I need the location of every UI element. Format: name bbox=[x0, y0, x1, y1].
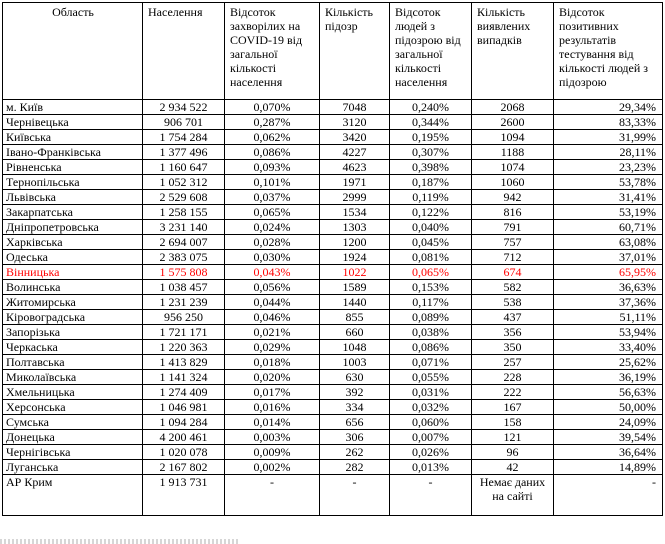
cell-percent-positive: 63,08% bbox=[554, 235, 663, 250]
table-row bbox=[3, 310, 663, 325]
cell-percent-suspected: 0,086% bbox=[390, 340, 472, 355]
cell-percent-ill: 0,086% bbox=[225, 145, 320, 160]
table-row bbox=[3, 445, 663, 460]
cell-detected-cases: Немає даних на сайті bbox=[472, 475, 554, 516]
table-row bbox=[3, 205, 663, 220]
table-wrapper bbox=[2, 2, 663, 516]
cell-population: 1 046 981 bbox=[143, 400, 225, 415]
cell-detected-cases: 712 bbox=[472, 250, 554, 265]
cell-percent-positive: 25,62% bbox=[554, 355, 663, 370]
cell-population: 956 250 bbox=[143, 310, 225, 325]
cell-region: Чернігівська bbox=[3, 445, 143, 460]
cell-percent-suspected: 0,038% bbox=[390, 325, 472, 340]
cell-region: Івано-Франківська bbox=[3, 145, 143, 160]
cell-population: 1 052 312 bbox=[143, 175, 225, 190]
cell-percent-positive: 31,99% bbox=[554, 130, 663, 145]
cell-percent-ill: 0,020% bbox=[225, 370, 320, 385]
cell-percent-positive: 37,01% bbox=[554, 250, 663, 265]
cell-population: 1 141 324 bbox=[143, 370, 225, 385]
table-row bbox=[3, 325, 663, 340]
cell-percent-ill: 0,046% bbox=[225, 310, 320, 325]
cell-suspicions: 4623 bbox=[320, 160, 390, 175]
table-row bbox=[3, 235, 663, 250]
cell-suspicions: 630 bbox=[320, 370, 390, 385]
cell-detected-cases: 791 bbox=[472, 220, 554, 235]
cell-region: Луганська bbox=[3, 460, 143, 475]
cell-region: м. Київ bbox=[3, 100, 143, 115]
cell-region: Житомирська bbox=[3, 295, 143, 310]
cell-population: 1 258 155 bbox=[143, 205, 225, 220]
cell-population: 1 274 409 bbox=[143, 385, 225, 400]
cell-percent-positive: - bbox=[554, 475, 663, 516]
cell-detected-cases: 1074 bbox=[472, 160, 554, 175]
cell-region: Кіровоградська bbox=[3, 310, 143, 325]
cell-percent-suspected: 0,060% bbox=[390, 415, 472, 430]
cell-percent-positive: 53,78% bbox=[554, 175, 663, 190]
cell-percent-suspected: 0,045% bbox=[390, 235, 472, 250]
cell-percent-ill: 0,030% bbox=[225, 250, 320, 265]
cell-region: Рівненська bbox=[3, 160, 143, 175]
cell-percent-ill: 0,070% bbox=[225, 100, 320, 115]
header-detected-cases: Кількість виявлених випадків bbox=[472, 3, 554, 100]
cell-detected-cases: 121 bbox=[472, 430, 554, 445]
cell-detected-cases: 2600 bbox=[472, 115, 554, 130]
cell-detected-cases: 437 bbox=[472, 310, 554, 325]
cell-detected-cases: 1094 bbox=[472, 130, 554, 145]
cell-percent-ill: 0,037% bbox=[225, 190, 320, 205]
cell-population: 2 383 075 bbox=[143, 250, 225, 265]
cell-percent-positive: 36,64% bbox=[554, 445, 663, 460]
cropped-text-fragment bbox=[0, 539, 240, 544]
table-row bbox=[3, 295, 663, 310]
cell-suspicions: 306 bbox=[320, 430, 390, 445]
table-row bbox=[3, 400, 663, 415]
cell-population: 1 377 496 bbox=[143, 145, 225, 160]
cell-population: 2 934 522 bbox=[143, 100, 225, 115]
cell-region: Тернопільська bbox=[3, 175, 143, 190]
cell-percent-suspected: 0,187% bbox=[390, 175, 472, 190]
cell-region: Хмельницька bbox=[3, 385, 143, 400]
cell-region: Черкаська bbox=[3, 340, 143, 355]
cell-region: Полтавська bbox=[3, 355, 143, 370]
cell-percent-ill: 0,101% bbox=[225, 175, 320, 190]
header-row bbox=[3, 3, 663, 100]
cell-percent-positive: 50,00% bbox=[554, 400, 663, 415]
cell-suspicions: 262 bbox=[320, 445, 390, 460]
cell-population: 1 413 829 bbox=[143, 355, 225, 370]
cell-percent-positive: 53,19% bbox=[554, 205, 663, 220]
table-row bbox=[3, 280, 663, 295]
table-row bbox=[3, 100, 663, 115]
cell-percent-ill: 0,009% bbox=[225, 445, 320, 460]
table-row bbox=[3, 160, 663, 175]
cell-region: Донецька bbox=[3, 430, 143, 445]
cell-suspicions: 1003 bbox=[320, 355, 390, 370]
cell-percent-suspected: 0,071% bbox=[390, 355, 472, 370]
table-body bbox=[3, 100, 663, 516]
cell-percent-suspected: 0,007% bbox=[390, 430, 472, 445]
table-row bbox=[3, 220, 663, 235]
cell-percent-ill: 0,016% bbox=[225, 400, 320, 415]
cell-region: Одеська bbox=[3, 250, 143, 265]
cell-percent-positive: 56,63% bbox=[554, 385, 663, 400]
cell-region: Сумська bbox=[3, 415, 143, 430]
table-row bbox=[3, 175, 663, 190]
cell-percent-positive: 14,89% bbox=[554, 460, 663, 475]
cell-region: Херсонська bbox=[3, 400, 143, 415]
table-row bbox=[3, 130, 663, 145]
cell-suspicions: 3420 bbox=[320, 130, 390, 145]
header-percent-ill: Відсоток захворілих на COVID-19 від загальної кількості населення bbox=[225, 3, 320, 100]
cell-detected-cases: 350 bbox=[472, 340, 554, 355]
cell-detected-cases: 356 bbox=[472, 325, 554, 340]
cell-region: АР Крим bbox=[3, 475, 143, 516]
cell-population: 1 038 457 bbox=[143, 280, 225, 295]
cell-suspicions: 1200 bbox=[320, 235, 390, 250]
cell-percent-ill: 0,003% bbox=[225, 430, 320, 445]
table-row bbox=[3, 190, 663, 205]
cell-percent-ill: 0,002% bbox=[225, 460, 320, 475]
cell-percent-ill: 0,014% bbox=[225, 415, 320, 430]
cell-suspicions: 1022 bbox=[320, 265, 390, 280]
cell-percent-ill: - bbox=[225, 475, 320, 516]
cell-percent-suspected: 0,032% bbox=[390, 400, 472, 415]
cell-suspicions: 392 bbox=[320, 385, 390, 400]
cell-region: Закарпатська bbox=[3, 205, 143, 220]
cell-detected-cases: 257 bbox=[472, 355, 554, 370]
cell-percent-positive: 31,41% bbox=[554, 190, 663, 205]
cell-suspicions: 1534 bbox=[320, 205, 390, 220]
cell-percent-ill: 0,018% bbox=[225, 355, 320, 370]
cell-region: Дніпропетровська bbox=[3, 220, 143, 235]
cell-detected-cases: 96 bbox=[472, 445, 554, 460]
header-suspicions: Кількість підозр bbox=[320, 3, 390, 100]
cell-percent-positive: 37,36% bbox=[554, 295, 663, 310]
cell-suspicions: 1971 bbox=[320, 175, 390, 190]
cell-suspicions: 1048 bbox=[320, 340, 390, 355]
cell-percent-positive: 53,94% bbox=[554, 325, 663, 340]
cell-percent-suspected: - bbox=[390, 475, 472, 516]
cell-detected-cases: 158 bbox=[472, 415, 554, 430]
cell-population: 1 160 647 bbox=[143, 160, 225, 175]
header-region: Область bbox=[3, 3, 143, 100]
cell-percent-ill: 0,021% bbox=[225, 325, 320, 340]
cell-percent-ill: 0,017% bbox=[225, 385, 320, 400]
cell-detected-cases: 42 bbox=[472, 460, 554, 475]
cell-percent-suspected: 0,195% bbox=[390, 130, 472, 145]
cell-percent-positive: 65,95% bbox=[554, 265, 663, 280]
cell-detected-cases: 167 bbox=[472, 400, 554, 415]
cell-region: Вінницька bbox=[3, 265, 143, 280]
covid-regions-table bbox=[2, 2, 663, 516]
cell-percent-suspected: 0,026% bbox=[390, 445, 472, 460]
cell-percent-ill: 0,029% bbox=[225, 340, 320, 355]
cell-population: 1 721 171 bbox=[143, 325, 225, 340]
cell-suspicions: 1440 bbox=[320, 295, 390, 310]
table-row bbox=[3, 475, 663, 516]
cell-percent-suspected: 0,119% bbox=[390, 190, 472, 205]
table-row bbox=[3, 385, 663, 400]
cell-suspicions: 7048 bbox=[320, 100, 390, 115]
cell-percent-ill: 0,093% bbox=[225, 160, 320, 175]
cell-suspicions: 3120 bbox=[320, 115, 390, 130]
cell-detected-cases: 222 bbox=[472, 385, 554, 400]
cell-suspicions: 4227 bbox=[320, 145, 390, 160]
cell-percent-ill: 0,056% bbox=[225, 280, 320, 295]
table-row bbox=[3, 460, 663, 475]
cell-percent-ill: 0,065% bbox=[225, 205, 320, 220]
cell-suspicions: 1303 bbox=[320, 220, 390, 235]
table-row bbox=[3, 340, 663, 355]
table-row bbox=[3, 415, 663, 430]
cell-percent-positive: 60,71% bbox=[554, 220, 663, 235]
cell-population: 2 167 802 bbox=[143, 460, 225, 475]
cell-suspicions: 1924 bbox=[320, 250, 390, 265]
cell-population: 1 231 239 bbox=[143, 295, 225, 310]
cell-population: 1 575 808 bbox=[143, 265, 225, 280]
cell-population: 1 913 731 bbox=[143, 475, 225, 516]
cell-region: Волинська bbox=[3, 280, 143, 295]
cell-detected-cases: 674 bbox=[472, 265, 554, 280]
cell-percent-suspected: 0,117% bbox=[390, 295, 472, 310]
cell-percent-positive: 24,09% bbox=[554, 415, 663, 430]
cell-percent-ill: 0,024% bbox=[225, 220, 320, 235]
table-row bbox=[3, 265, 663, 280]
cell-region: Чернівецька bbox=[3, 115, 143, 130]
cell-suspicions: 2999 bbox=[320, 190, 390, 205]
cell-percent-suspected: 0,089% bbox=[390, 310, 472, 325]
cell-population: 1 754 284 bbox=[143, 130, 225, 145]
cell-region: Харківська bbox=[3, 235, 143, 250]
cell-percent-positive: 39,54% bbox=[554, 430, 663, 445]
cell-detected-cases: 228 bbox=[472, 370, 554, 385]
cell-population: 906 701 bbox=[143, 115, 225, 130]
cell-percent-suspected: 0,065% bbox=[390, 265, 472, 280]
cell-population: 3 231 140 bbox=[143, 220, 225, 235]
cell-percent-suspected: 0,013% bbox=[390, 460, 472, 475]
table-row bbox=[3, 145, 663, 160]
table-row bbox=[3, 115, 663, 130]
cell-percent-positive: 33,40% bbox=[554, 340, 663, 355]
cell-suspicions: 334 bbox=[320, 400, 390, 415]
cell-percent-ill: 0,062% bbox=[225, 130, 320, 145]
cell-percent-suspected: 0,398% bbox=[390, 160, 472, 175]
cell-region: Миколаївська bbox=[3, 370, 143, 385]
cell-percent-suspected: 0,240% bbox=[390, 100, 472, 115]
cell-percent-positive: 36,63% bbox=[554, 280, 663, 295]
cell-detected-cases: 1188 bbox=[472, 145, 554, 160]
cell-population: 2 529 608 bbox=[143, 190, 225, 205]
cell-suspicions: 660 bbox=[320, 325, 390, 340]
cell-percent-suspected: 0,055% bbox=[390, 370, 472, 385]
cell-percent-positive: 29,34% bbox=[554, 100, 663, 115]
cell-detected-cases: 582 bbox=[472, 280, 554, 295]
cell-suspicions: 656 bbox=[320, 415, 390, 430]
table-row bbox=[3, 355, 663, 370]
table-row bbox=[3, 370, 663, 385]
cell-percent-suspected: 0,031% bbox=[390, 385, 472, 400]
cell-population: 1 094 284 bbox=[143, 415, 225, 430]
cell-percent-positive: 51,11% bbox=[554, 310, 663, 325]
header-percent-positive: Відсоток позитивних результатів тестування від кількості людей з підозрою bbox=[554, 3, 663, 100]
cell-suspicions: 1589 bbox=[320, 280, 390, 295]
cell-percent-ill: 0,043% bbox=[225, 265, 320, 280]
cell-population: 1 020 078 bbox=[143, 445, 225, 460]
table-row bbox=[3, 250, 663, 265]
cell-suspicions: - bbox=[320, 475, 390, 516]
cell-percent-positive: 83,33% bbox=[554, 115, 663, 130]
cell-percent-suspected: 0,081% bbox=[390, 250, 472, 265]
cell-percent-positive: 28,11% bbox=[554, 145, 663, 160]
cell-percent-ill: 0,044% bbox=[225, 295, 320, 310]
cell-suspicions: 855 bbox=[320, 310, 390, 325]
cell-population: 4 200 461 bbox=[143, 430, 225, 445]
cell-percent-suspected: 0,122% bbox=[390, 205, 472, 220]
cell-percent-suspected: 0,344% bbox=[390, 115, 472, 130]
cell-population: 2 694 007 bbox=[143, 235, 225, 250]
header-population: Населення bbox=[143, 3, 225, 100]
cell-detected-cases: 2068 bbox=[472, 100, 554, 115]
header-percent-suspected: Відсоток людей з підозрою від загальної кількості населення bbox=[390, 3, 472, 100]
cell-region: Львівська bbox=[3, 190, 143, 205]
cell-percent-ill: 0,028% bbox=[225, 235, 320, 250]
cell-percent-suspected: 0,040% bbox=[390, 220, 472, 235]
cell-region: Київська bbox=[3, 130, 143, 145]
cell-detected-cases: 816 bbox=[472, 205, 554, 220]
cell-region: Запорізька bbox=[3, 325, 143, 340]
table-row bbox=[3, 430, 663, 445]
cell-percent-suspected: 0,153% bbox=[390, 280, 472, 295]
cell-suspicions: 282 bbox=[320, 460, 390, 475]
cell-detected-cases: 942 bbox=[472, 190, 554, 205]
cell-percent-positive: 23,23% bbox=[554, 160, 663, 175]
cell-percent-positive: 36,19% bbox=[554, 370, 663, 385]
cell-detected-cases: 757 bbox=[472, 235, 554, 250]
cell-detected-cases: 1060 bbox=[472, 175, 554, 190]
cell-detected-cases: 538 bbox=[472, 295, 554, 310]
cell-population: 1 220 363 bbox=[143, 340, 225, 355]
cell-percent-suspected: 0,307% bbox=[390, 145, 472, 160]
cell-percent-ill: 0,287% bbox=[225, 115, 320, 130]
